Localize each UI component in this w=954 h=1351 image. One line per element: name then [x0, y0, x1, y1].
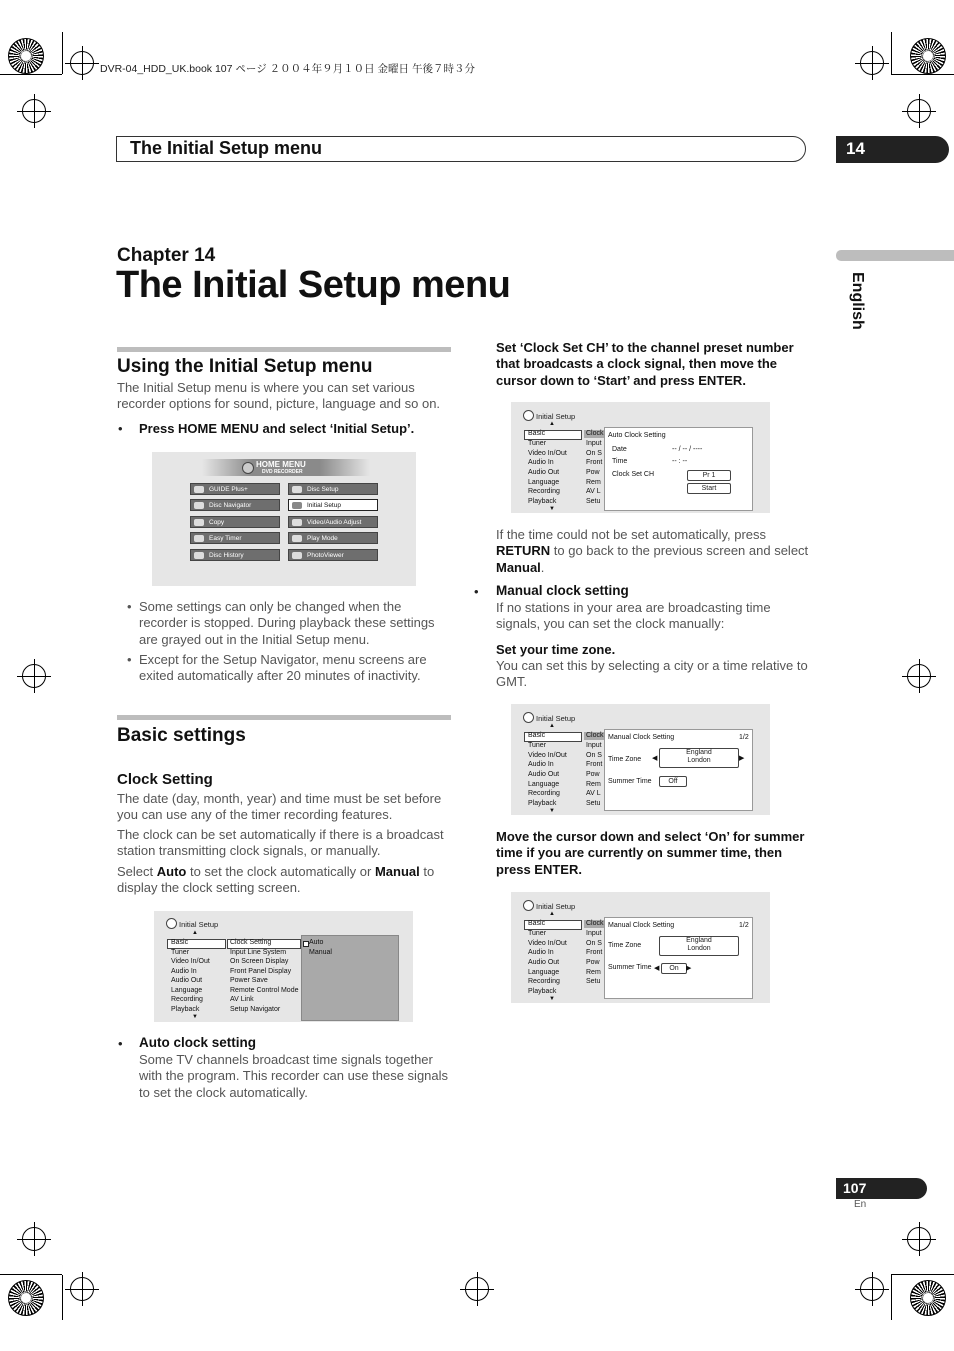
menu-audio-in[interactable]: Audio In	[528, 761, 554, 768]
menu-audio-in[interactable]: Audio In	[528, 949, 554, 956]
section-intro: The Initial Setup menu is where you can set various recorder options for sound, picture, language and so on.	[117, 380, 441, 412]
screen-title: Initial Setup	[536, 902, 576, 911]
summer-time-label: Summer Time	[608, 964, 652, 971]
crosshair-icon	[22, 1227, 46, 1251]
crop-mark	[891, 32, 892, 74]
crop-mark	[891, 74, 954, 75]
home-menu-subtitle: DVD RECORDER	[262, 469, 303, 475]
menu-copy[interactable]: Copy	[190, 516, 280, 528]
section-bar	[117, 715, 451, 720]
panel-title: Manual Clock Setting	[608, 922, 675, 929]
menu-playback[interactable]: Playback	[171, 1005, 200, 1013]
menu-recording[interactable]: Recording	[171, 996, 203, 1003]
panel-title: Auto Clock Setting	[608, 432, 666, 439]
copy-icon	[194, 519, 204, 526]
setup-icon	[166, 918, 177, 929]
crop-mark	[0, 1274, 62, 1275]
chapter-title: The Initial Setup menu	[116, 264, 511, 306]
menu-play-mode[interactable]: Play Mode	[288, 532, 378, 544]
arrow-right-icon[interactable]: ▶	[739, 755, 745, 762]
menu-playback[interactable]: Playback	[528, 497, 557, 505]
item-input[interactable]: Input	[586, 440, 602, 447]
home-menu-title: HOME MENU	[256, 460, 306, 469]
menu-disc-history[interactable]: Disc History	[190, 549, 280, 561]
item-remote[interactable]: Rem	[586, 478, 601, 486]
item-setup[interactable]: Setu	[586, 799, 601, 807]
side-language-label: English	[849, 272, 866, 330]
menu-basic[interactable]: Basic	[528, 732, 546, 739]
header-title: The Initial Setup menu	[130, 138, 323, 158]
history-icon	[194, 552, 204, 559]
menu-audio-out[interactable]: Audio Out	[171, 977, 203, 984]
registration-sunburst-icon	[8, 38, 44, 74]
chapter-tab-number: 14	[846, 139, 865, 158]
menu-tuner[interactable]: Tuner	[171, 948, 190, 956]
clock-p1: The date (day, month, year) and time must be set before you can use any of the timer recording features.	[117, 791, 442, 823]
timer-icon	[194, 535, 204, 542]
note-bullet: •	[127, 599, 132, 614]
item-front-panel-display[interactable]: Front Panel Display	[230, 967, 292, 975]
time-zone-label: Time Zone	[608, 942, 642, 949]
item-setup-navigator[interactable]: Setup Navigator	[230, 1005, 281, 1013]
crosshair-icon	[22, 99, 46, 123]
disc-icon	[242, 462, 254, 474]
crosshair-icon	[70, 51, 94, 75]
scroll-down-icon: ▼	[192, 1014, 198, 1020]
side-tab-bar	[836, 250, 954, 261]
crosshair-icon	[907, 1227, 931, 1251]
navigator-icon	[194, 502, 204, 509]
scroll-down-icon: ▼	[549, 996, 555, 1002]
panel-page: 1/2	[739, 734, 749, 741]
options-panel	[301, 935, 399, 1021]
manual-clock-screenshot-2	[511, 892, 770, 1003]
item-power[interactable]: Pow	[586, 771, 600, 778]
item-clock-setting[interactable]: Clock Setting	[230, 939, 272, 946]
arrow-right-icon[interactable]: ▶	[686, 965, 692, 972]
disc-setup-icon	[292, 486, 302, 493]
item-on-screen[interactable]: On S	[586, 939, 602, 947]
scroll-down-icon: ▼	[549, 506, 555, 512]
photo-icon	[292, 552, 302, 559]
screen-title: Initial Setup	[536, 714, 576, 723]
manual-clock-text: If no stations in your area are broadcasting time signals, you can set the clock manually:	[496, 600, 771, 632]
setup-icon	[292, 502, 302, 509]
menu-video-audio-adjust[interactable]: Video/Audio Adjust	[288, 516, 378, 528]
item-input[interactable]: Input	[586, 742, 602, 749]
menu-playback[interactable]: Playback	[528, 987, 557, 995]
bullet-press-home-menu: Press HOME MENU and select ‘Initial Setup’.	[139, 421, 415, 436]
menu-audio-out[interactable]: Audio Out	[528, 959, 560, 966]
auto-clock-title: Auto clock setting	[139, 1035, 257, 1050]
registration-sunburst-icon	[910, 38, 946, 74]
arrow-left-icon[interactable]: ◀	[654, 965, 660, 972]
item-front[interactable]: Front	[586, 949, 603, 956]
auto-clock-screenshot	[511, 402, 770, 513]
item-clock[interactable]: Clock	[586, 732, 604, 739]
section-title-basic: Basic settings	[117, 725, 246, 746]
clock-set-ch-field[interactable]: Pr 1	[687, 470, 731, 481]
item-input[interactable]: Input	[586, 930, 602, 937]
menu-tuner[interactable]: Tuner	[528, 742, 547, 749]
menu-basic[interactable]: Basic	[528, 430, 546, 437]
page-lang: En	[854, 1199, 867, 1210]
manual-clock-panel	[604, 917, 753, 999]
crosshair-icon	[70, 1277, 94, 1301]
time-label: Time	[612, 458, 628, 465]
menu-initial-setup[interactable]: Initial Setup	[288, 499, 378, 511]
scroll-up-icon: ▲	[549, 421, 555, 427]
scroll-up-icon: ▲	[192, 930, 198, 936]
item-front[interactable]: Front	[586, 459, 603, 466]
scroll-up-icon: ▲	[549, 911, 555, 917]
manual-clock-screenshot-1	[511, 704, 770, 815]
item-on-screen[interactable]: On S	[586, 751, 602, 759]
menu-video-in-out[interactable]: Video In/Out	[528, 939, 567, 947]
crop-mark	[891, 1274, 954, 1275]
item-setup[interactable]: Setu	[586, 497, 601, 505]
time-zone-text: You can set this by selecting a city or a time relative to GMT.	[496, 658, 808, 690]
time-zone-field[interactable]: England London	[659, 936, 739, 956]
menu-playback[interactable]: Playback	[528, 799, 557, 807]
bullet-dot: •	[118, 421, 123, 436]
clock-p3: Select Auto to set the clock automatically or Manual to display the clock setting screen.	[117, 864, 435, 896]
menu-disc-navigator[interactable]: Disc Navigator	[190, 499, 280, 511]
menu-language[interactable]: Language	[171, 986, 203, 994]
item-input-line-system[interactable]: Input Line System	[230, 948, 287, 956]
item-remote-control-mode[interactable]: Remote Control Mode	[230, 986, 299, 994]
note-bullet: •	[127, 652, 132, 667]
item-on-screen[interactable]: On S	[586, 449, 602, 457]
item-av-link[interactable]: AV L	[586, 488, 601, 495]
summer-time-field[interactable]: Off	[659, 776, 687, 787]
time-zone-step: Set your time zone.	[496, 642, 616, 657]
crosshair-icon	[860, 1277, 884, 1301]
menu-basic[interactable]: Basic	[528, 920, 546, 927]
crosshair-icon	[907, 664, 931, 688]
menu-audio-out[interactable]: Audio Out	[528, 771, 560, 778]
item-on-screen-display[interactable]: On Screen Display	[230, 958, 289, 965]
print-header: DVR-04_HDD_UK.book 107 ページ ２００４年９月１０日 金曜日 午後７時３分	[100, 63, 475, 75]
section-title-using: Using the Initial Setup menu	[117, 356, 373, 377]
date-label: Date	[612, 446, 627, 453]
option-manual[interactable]: Manual	[309, 949, 332, 956]
menu-tuner[interactable]: Tuner	[528, 930, 547, 937]
menu-video-in-out[interactable]: Video In/Out	[528, 449, 567, 457]
crop-mark	[62, 1275, 63, 1320]
item-setup[interactable]: Setu	[586, 978, 601, 985]
item-clock[interactable]: Clock	[586, 430, 604, 437]
subsection-clock-setting: Clock Setting	[117, 771, 213, 788]
item-remote[interactable]: Rem	[586, 968, 601, 976]
arrow-left-icon[interactable]: ◀	[652, 755, 658, 762]
item-front[interactable]: Front	[586, 761, 603, 768]
start-button[interactable]: Start	[687, 483, 731, 494]
menu-recording[interactable]: Recording	[528, 488, 560, 495]
registration-sunburst-icon	[8, 1280, 44, 1316]
auto-clock-panel	[604, 427, 753, 511]
menu-audio-out[interactable]: Audio Out	[528, 469, 560, 476]
crosshair-icon	[22, 664, 46, 688]
menu-recording[interactable]: Recording	[528, 978, 560, 985]
menu-guide-plus[interactable]: GUIDE Plus+	[190, 483, 280, 495]
panel-title: Manual Clock Setting	[608, 734, 675, 741]
panel-page: 1/2	[739, 922, 749, 929]
crop-mark	[891, 1275, 892, 1320]
screen-title: Initial Setup	[179, 920, 219, 929]
item-power-save[interactable]: Power Save	[230, 977, 268, 984]
menu-tuner[interactable]: Tuner	[528, 440, 547, 447]
crosshair-icon	[860, 51, 884, 75]
clock-p2: The clock can be set automatically if there is a broadcast station transmitting clock signals, or manually.	[117, 827, 444, 859]
crosshair-icon	[465, 1277, 489, 1301]
menu-language[interactable]: Language	[528, 478, 560, 486]
time-zone-field[interactable]: England London	[659, 748, 739, 768]
screen-title: Initial Setup	[536, 412, 576, 421]
bullet-dot: •	[474, 584, 479, 599]
section-bar	[117, 347, 451, 352]
return-paragraph: If the time could not be set automatically, press RETURN to go back to the previous screen and select Manual.	[496, 527, 809, 575]
summer-time-label: Summer Time	[608, 778, 652, 785]
date-value: -- / -- / ----	[672, 446, 703, 453]
registration-sunburst-icon	[910, 1280, 946, 1316]
home-menu-screenshot	[152, 452, 416, 586]
menu-basic[interactable]: Basic	[171, 939, 189, 946]
step-clock-set-ch: Set ‘Clock Set CH’ to the channel preset number that broadcasts a clock signal, then move the cursor down to ‘Start’ and press ENTER.	[496, 340, 794, 388]
menu-photoviewer[interactable]: PhotoViewer	[288, 549, 378, 561]
menu-audio-in[interactable]: Audio In	[171, 967, 197, 975]
time-value: -- : --	[672, 458, 688, 465]
manual-clock-title: Manual clock setting	[496, 583, 629, 598]
page-number: 107	[843, 1180, 867, 1196]
crosshair-icon	[907, 99, 931, 123]
scroll-down-icon: ▼	[549, 808, 555, 814]
menu-language[interactable]: Language	[528, 968, 560, 976]
step-summer-time: Move the cursor down and select ‘On’ for summer time if you are currently on summer time, then press ENTER.	[496, 829, 805, 877]
crop-mark	[0, 74, 62, 75]
item-av-link[interactable]: AV Link	[230, 996, 254, 1003]
crop-mark	[62, 32, 63, 74]
menu-audio-in[interactable]: Audio In	[528, 459, 554, 466]
note-inactivity: Except for the Setup Navigator, menu screens are exited automatically after 20 minutes of inactivity.	[139, 652, 427, 684]
clock-set-ch-label: Clock Set CH	[612, 471, 655, 478]
manual-clock-panel	[604, 729, 753, 811]
option-auto[interactable]: Auto	[309, 939, 324, 946]
time-zone-label: Time Zone	[608, 756, 642, 763]
menu-language[interactable]: Language	[528, 780, 560, 788]
note-stopped: Some settings can only be changed when the recorder is stopped. During playback these settings are grayed out in the Initial Setup menu.	[139, 599, 435, 647]
item-av-link[interactable]: AV L	[586, 790, 601, 797]
menu-easy-timer[interactable]: Easy Timer	[190, 532, 280, 544]
item-clock[interactable]: Clock	[586, 920, 604, 927]
menu-recording[interactable]: Recording	[528, 790, 560, 797]
chapter-label: Chapter 14	[117, 245, 216, 266]
initial-setup-screenshot	[154, 911, 413, 1022]
item-remote[interactable]: Rem	[586, 780, 601, 788]
menu-video-in-out[interactable]: Video In/Out	[171, 958, 210, 965]
item-power[interactable]: Pow	[586, 959, 600, 966]
guide-icon	[194, 486, 204, 493]
bullet-dot: •	[118, 1036, 123, 1051]
setup-icon	[523, 900, 534, 911]
auto-clock-text: Some TV channels broadcast time signals together with the program. This recorder can use these signals to set the clock automatically.	[139, 1052, 449, 1100]
item-power[interactable]: Pow	[586, 469, 600, 476]
setup-icon	[523, 712, 534, 723]
adjust-icon	[292, 519, 302, 526]
menu-disc-setup[interactable]: Disc Setup	[288, 483, 378, 495]
summer-time-field[interactable]: On	[661, 963, 687, 974]
setup-icon	[523, 410, 534, 421]
scroll-up-icon: ▲	[549, 723, 555, 729]
menu-video-in-out[interactable]: Video In/Out	[528, 751, 567, 759]
play-mode-icon	[292, 535, 302, 542]
